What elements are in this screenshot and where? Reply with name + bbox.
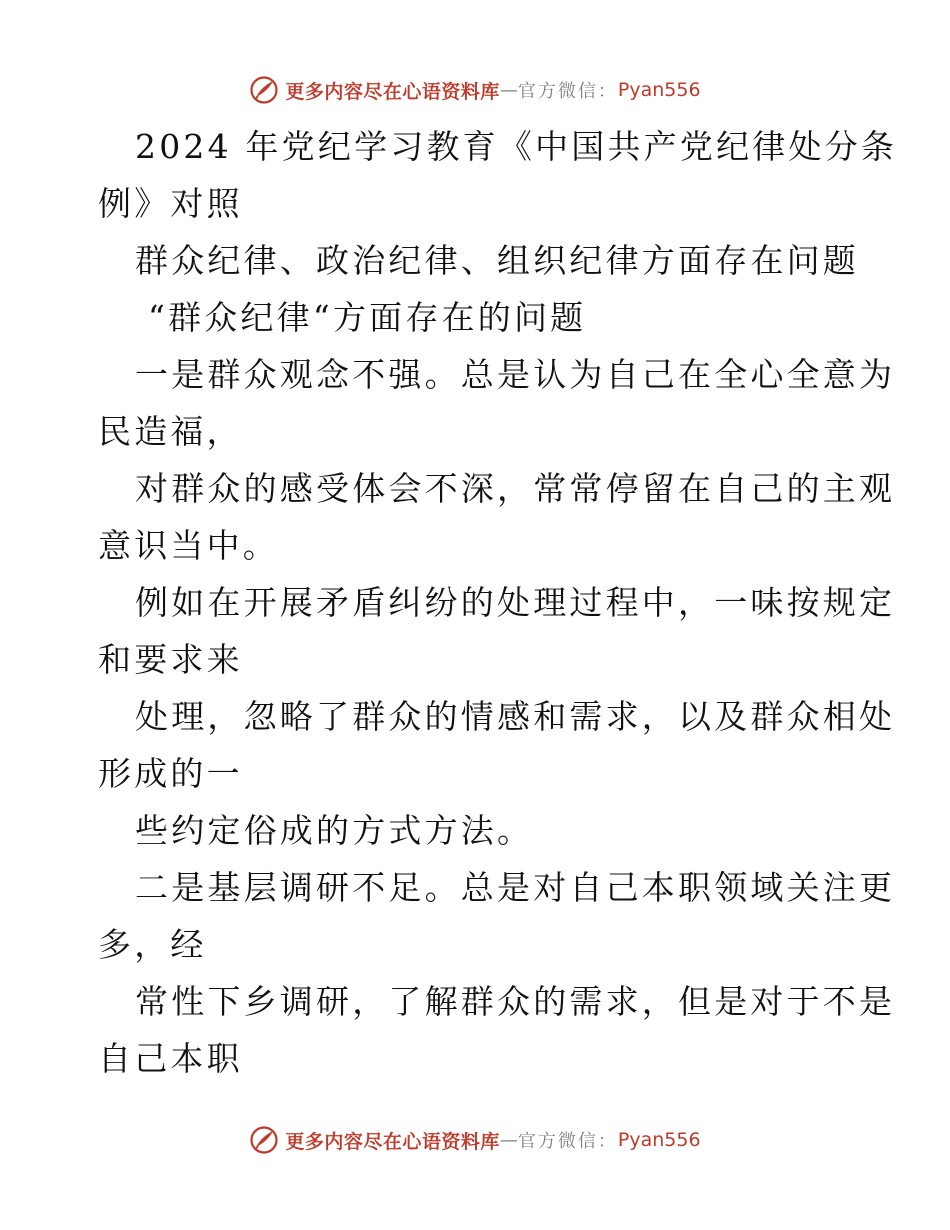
text-line: 一是群众观念不强。总是认为自己在全心全意为 xyxy=(135,355,896,394)
text-line: 2024 年党纪学习教育《中国共产党纪律处分条 xyxy=(135,127,898,166)
text-line: 自己本职 xyxy=(98,1039,243,1078)
text-line: “群众纪律“方面存在的问题 xyxy=(148,298,587,337)
text-line: 常性下乡调研，了解群众的需求，但是对于不是 xyxy=(135,982,896,1021)
text-line: 多，经 xyxy=(98,925,207,964)
wechat-label: 官方微信： xyxy=(517,1131,618,1152)
separator-dash: — xyxy=(499,79,518,101)
footer-watermark-banner xyxy=(0,1120,950,1160)
text-line: 形成的一 xyxy=(98,754,243,793)
red-quill-logo-icon xyxy=(249,75,279,105)
wechat-id: Pyan556 xyxy=(617,1129,701,1151)
text-line: 些约定俗成的方式方法。 xyxy=(135,811,534,850)
text-line: 群众纪律、政治纪律、组织纪律方面存在问题 xyxy=(135,241,859,280)
red-quill-logo-icon xyxy=(249,1125,279,1155)
brand-text: 更多内容尽在心语资料库 xyxy=(285,80,500,103)
text-line: 例如在开展矛盾纠纷的处理过程中，一味按规定 xyxy=(135,583,896,622)
wechat-label: 官方微信： xyxy=(517,81,618,102)
text-line: 例》对照 xyxy=(98,184,243,223)
text-line: 意识当中。 xyxy=(98,526,279,565)
separator-dash: — xyxy=(499,1129,518,1151)
text-line: 和要求来 xyxy=(98,640,243,679)
text-line: 对群众的感受体会不深，常常停留在自己的主观 xyxy=(135,469,896,508)
text-line: 处理，忽略了群众的情感和需求，以及群众相处 xyxy=(135,697,896,736)
text-line: 民造福， xyxy=(98,412,243,451)
text-line: 二是基层调研不足。总是对自己本职领域关注更 xyxy=(135,868,896,907)
wechat-id: Pyan556 xyxy=(617,79,701,101)
brand-text: 更多内容尽在心语资料库 xyxy=(285,1130,500,1153)
document-body xyxy=(98,118,898,1087)
header-watermark-banner xyxy=(0,70,950,110)
